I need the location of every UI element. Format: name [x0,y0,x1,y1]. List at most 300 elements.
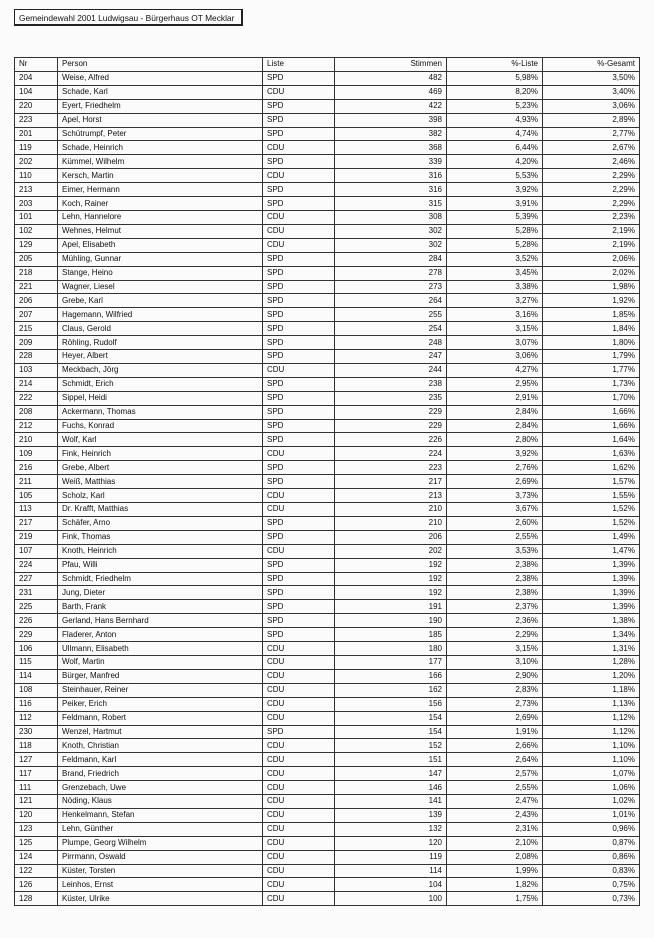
cell-stimmen: 185 [335,628,447,642]
cell-prozent-gesamt: 1,92% [543,294,640,308]
table-row [15,405,640,419]
cell-stimmen: 244 [335,363,447,377]
cell-liste: CDU [263,85,335,99]
table-row [15,475,640,489]
cell-prozent-liste: 2,76% [447,461,543,475]
cell-nr: 110 [15,169,58,183]
cell-stimmen: 469 [335,85,447,99]
cell-nr: 111 [15,781,58,795]
table-row [15,99,640,113]
cell-prozent-gesamt: 1,39% [543,600,640,614]
cell-prozent-liste: 5,28% [447,238,543,252]
cell-person: Hagemann, Wilfried [58,308,263,322]
cell-nr: 114 [15,669,58,683]
table-row [15,767,640,781]
cell-prozent-liste: 3,15% [447,642,543,656]
cell-prozent-gesamt: 1,28% [543,655,640,669]
cell-stimmen: 482 [335,71,447,85]
cell-prozent-gesamt: 1,64% [543,433,640,447]
cell-person: Fink, Heinrich [58,447,263,461]
cell-person: Feldmann, Robert [58,711,263,725]
cell-liste: SPD [263,252,335,266]
cell-prozent-gesamt: 3,40% [543,85,640,99]
cell-person: Pfau, Willi [58,558,263,572]
cell-person: Claus, Gerold [58,322,263,336]
cell-nr: 201 [15,127,58,141]
cell-person: Lehn, Günther [58,822,263,836]
cell-stimmen: 302 [335,238,447,252]
cell-liste: CDU [263,363,335,377]
cell-person: Wolf, Martin [58,655,263,669]
cell-liste: SPD [263,71,335,85]
table-row [15,628,640,642]
table-row [15,308,640,322]
cell-stimmen: 202 [335,544,447,558]
column-header-prozent-liste: %-Liste [447,58,543,72]
cell-prozent-gesamt: 1,06% [543,781,640,795]
cell-stimmen: 302 [335,224,447,238]
table-row [15,572,640,586]
table-row [15,71,640,85]
cell-nr: 214 [15,377,58,391]
cell-person: Plumpe, Georg Wilhelm [58,836,263,850]
cell-nr: 213 [15,183,58,197]
cell-prozent-liste: 2,31% [447,822,543,836]
cell-nr: 128 [15,892,58,906]
cell-nr: 124 [15,850,58,864]
cell-person: Röhling, Rudolf [58,336,263,350]
cell-liste: CDU [263,753,335,767]
cell-prozent-gesamt: 0,83% [543,864,640,878]
cell-stimmen: 368 [335,141,447,155]
cell-liste: CDU [263,808,335,822]
cell-nr: 220 [15,99,58,113]
table-row [15,252,640,266]
cell-nr: 121 [15,795,58,809]
table-row [15,447,640,461]
cell-nr: 103 [15,363,58,377]
table-row [15,503,640,517]
cell-stimmen: 132 [335,822,447,836]
cell-stimmen: 210 [335,503,447,517]
cell-nr: 126 [15,878,58,892]
cell-prozent-gesamt: 1,52% [543,503,640,517]
cell-prozent-liste: 3,91% [447,197,543,211]
table-row [15,795,640,809]
table-row [15,266,640,280]
cell-prozent-liste: 2,80% [447,433,543,447]
column-header-liste: Liste [263,58,335,72]
cell-prozent-liste: 3,92% [447,447,543,461]
cell-stimmen: 114 [335,864,447,878]
cell-nr: 212 [15,419,58,433]
cell-stimmen: 398 [335,113,447,127]
cell-nr: 109 [15,447,58,461]
cell-liste: SPD [263,197,335,211]
cell-prozent-liste: 2,95% [447,377,543,391]
cell-stimmen: 238 [335,377,447,391]
table-row [15,864,640,878]
cell-prozent-gesamt: 1,31% [543,642,640,656]
table-row [15,642,640,656]
cell-person: Henkelmann, Stefan [58,808,263,822]
cell-nr: 129 [15,238,58,252]
cell-prozent-gesamt: 1,38% [543,614,640,628]
cell-prozent-liste: 5,23% [447,99,543,113]
cell-person: Wagner, Liesel [58,280,263,294]
cell-person: Küster, Ulrike [58,892,263,906]
cell-nr: 221 [15,280,58,294]
cell-prozent-gesamt: 1,63% [543,447,640,461]
cell-prozent-gesamt: 1,49% [543,530,640,544]
cell-nr: 104 [15,85,58,99]
cell-prozent-liste: 2,08% [447,850,543,864]
table-row [15,822,640,836]
cell-liste: SPD [263,405,335,419]
cell-person: Knoth, Christian [58,739,263,753]
cell-person: Apel, Horst [58,113,263,127]
cell-prozent-gesamt: 1,98% [543,280,640,294]
cell-stimmen: 273 [335,280,447,294]
table-row [15,753,640,767]
cell-person: Grebe, Albert [58,461,263,475]
cell-stimmen: 206 [335,530,447,544]
cell-person: Fink, Thomas [58,530,263,544]
cell-prozent-liste: 2,91% [447,391,543,405]
cell-prozent-gesamt: 0,96% [543,822,640,836]
column-header-nr: Nr [15,58,58,72]
cell-prozent-liste: 6,44% [447,141,543,155]
cell-prozent-liste: 2,83% [447,683,543,697]
table-row [15,614,640,628]
cell-stimmen: 278 [335,266,447,280]
cell-liste: CDU [263,781,335,795]
table-row [15,892,640,906]
cell-nr: 107 [15,544,58,558]
cell-liste: CDU [263,238,335,252]
cell-liste: SPD [263,266,335,280]
cell-prozent-gesamt: 1,02% [543,795,640,809]
cell-prozent-gesamt: 2,29% [543,197,640,211]
cell-liste: CDU [263,169,335,183]
cell-prozent-liste: 2,38% [447,558,543,572]
cell-person: Schäfer, Arno [58,516,263,530]
cell-liste: CDU [263,141,335,155]
table-row [15,322,640,336]
cell-person: Weiß, Matthias [58,475,263,489]
cell-prozent-gesamt: 1,62% [543,461,640,475]
cell-liste: SPD [263,183,335,197]
table-row [15,127,640,141]
cell-stimmen: 100 [335,892,447,906]
table-row [15,836,640,850]
cell-person: Bürger, Manfred [58,669,263,683]
cell-prozent-gesamt: 0,87% [543,836,640,850]
cell-prozent-liste: 3,27% [447,294,543,308]
cell-liste: CDU [263,878,335,892]
cell-nr: 116 [15,697,58,711]
cell-prozent-liste: 4,93% [447,113,543,127]
cell-nr: 105 [15,489,58,503]
table-row [15,600,640,614]
cell-nr: 231 [15,586,58,600]
cell-person: Scholz, Karl [58,489,263,503]
cell-prozent-gesamt: 1,79% [543,350,640,364]
cell-prozent-liste: 2,55% [447,781,543,795]
cell-prozent-liste: 2,57% [447,767,543,781]
table-header-row [15,58,640,72]
cell-liste: CDU [263,669,335,683]
cell-stimmen: 152 [335,739,447,753]
cell-nr: 127 [15,753,58,767]
cell-prozent-gesamt: 1,20% [543,669,640,683]
cell-nr: 203 [15,197,58,211]
cell-liste: CDU [263,489,335,503]
cell-liste: SPD [263,127,335,141]
cell-nr: 122 [15,864,58,878]
cell-person: Brand, Friedrich [58,767,263,781]
cell-prozent-liste: 2,64% [447,753,543,767]
cell-prozent-gesamt: 1,66% [543,419,640,433]
table-row [15,697,640,711]
cell-stimmen: 120 [335,836,447,850]
cell-person: Steinhauer, Reiner [58,683,263,697]
cell-liste: SPD [263,113,335,127]
cell-liste: CDU [263,892,335,906]
cell-liste: SPD [263,322,335,336]
cell-prozent-gesamt: 2,19% [543,238,640,252]
cell-prozent-liste: 2,29% [447,628,543,642]
cell-prozent-gesamt: 2,29% [543,183,640,197]
cell-nr: 117 [15,767,58,781]
cell-person: Jung, Dieter [58,586,263,600]
cell-prozent-liste: 1,75% [447,892,543,906]
cell-prozent-liste: 3,67% [447,503,543,517]
cell-stimmen: 177 [335,655,447,669]
cell-nr: 215 [15,322,58,336]
cell-liste: SPD [263,461,335,475]
cell-person: Peiker, Erich [58,697,263,711]
cell-stimmen: 248 [335,336,447,350]
cell-nr: 210 [15,433,58,447]
table-row [15,391,640,405]
table-row [15,878,640,892]
table-row [15,224,640,238]
cell-nr: 113 [15,503,58,517]
cell-prozent-gesamt: 3,06% [543,99,640,113]
cell-person: Grebe, Karl [58,294,263,308]
cell-liste: CDU [263,642,335,656]
cell-person: Koch, Rainer [58,197,263,211]
cell-prozent-gesamt: 2,67% [543,141,640,155]
cell-prozent-gesamt: 1,39% [543,558,640,572]
cell-nr: 102 [15,224,58,238]
cell-person: Grenzebach, Uwe [58,781,263,795]
table-row [15,363,640,377]
document-title: Gemeindewahl 2001 Ludwigsau - Bürgerhaus OT Mecklar [14,9,243,26]
cell-prozent-gesamt: 0,75% [543,878,640,892]
cell-person: Apel, Elisabeth [58,238,263,252]
cell-stimmen: 226 [335,433,447,447]
cell-person: Meckbach, Jörg [58,363,263,377]
cell-nr: 206 [15,294,58,308]
cell-person: Wolf, Karl [58,433,263,447]
cell-prozent-liste: 3,07% [447,336,543,350]
cell-stimmen: 422 [335,99,447,113]
cell-prozent-gesamt: 2,29% [543,169,640,183]
cell-nr: 106 [15,642,58,656]
cell-liste: SPD [263,586,335,600]
cell-prozent-liste: 2,69% [447,711,543,725]
cell-prozent-liste: 2,73% [447,697,543,711]
cell-person: Knoth, Heinrich [58,544,263,558]
cell-stimmen: 315 [335,197,447,211]
cell-prozent-gesamt: 1,13% [543,697,640,711]
cell-nr: 218 [15,266,58,280]
cell-prozent-liste: 2,90% [447,669,543,683]
cell-person: Ullmann, Elisabeth [58,642,263,656]
cell-stimmen: 151 [335,753,447,767]
cell-prozent-liste: 3,53% [447,544,543,558]
cell-nr: 101 [15,210,58,224]
cell-liste: CDU [263,836,335,850]
cell-prozent-gesamt: 1,07% [543,767,640,781]
cell-liste: SPD [263,99,335,113]
cell-prozent-liste: 2,38% [447,572,543,586]
table-row [15,238,640,252]
cell-nr: 225 [15,600,58,614]
table-row [15,85,640,99]
cell-prozent-liste: 5,98% [447,71,543,85]
table-row [15,516,640,530]
cell-nr: 211 [15,475,58,489]
cell-prozent-gesamt: 2,02% [543,266,640,280]
cell-prozent-liste: 5,53% [447,169,543,183]
cell-prozent-gesamt: 1,39% [543,586,640,600]
cell-stimmen: 192 [335,558,447,572]
cell-person: Feldmann, Karl [58,753,263,767]
cell-liste: SPD [263,350,335,364]
cell-nr: 202 [15,155,58,169]
cell-stimmen: 154 [335,711,447,725]
cell-liste: CDU [263,822,335,836]
table-row [15,419,640,433]
cell-stimmen: 154 [335,725,447,739]
cell-stimmen: 104 [335,878,447,892]
cell-person: Lehn, Hannelore [58,210,263,224]
cell-person: Eyert, Friedhelm [58,99,263,113]
cell-liste: SPD [263,530,335,544]
table-row [15,377,640,391]
cell-stimmen: 147 [335,767,447,781]
column-header-prozent-gesamt: %-Gesamt [543,58,640,72]
cell-prozent-gesamt: 2,46% [543,155,640,169]
cell-prozent-liste: 2,36% [447,614,543,628]
cell-liste: SPD [263,280,335,294]
cell-stimmen: 229 [335,405,447,419]
table-row [15,489,640,503]
cell-stimmen: 180 [335,642,447,656]
cell-prozent-gesamt: 1,77% [543,363,640,377]
table-row [15,586,640,600]
cell-stimmen: 162 [335,683,447,697]
cell-prozent-gesamt: 1,18% [543,683,640,697]
column-header-person: Person [58,58,263,72]
cell-person: Schade, Karl [58,85,263,99]
cell-prozent-liste: 2,84% [447,419,543,433]
cell-stimmen: 235 [335,391,447,405]
cell-liste: SPD [263,308,335,322]
table-row [15,808,640,822]
cell-prozent-liste: 3,45% [447,266,543,280]
table-row [15,350,640,364]
cell-person: Schmidt, Erich [58,377,263,391]
cell-person: Fladerer, Anton [58,628,263,642]
cell-liste: CDU [263,210,335,224]
cell-prozent-liste: 3,06% [447,350,543,364]
cell-liste: CDU [263,544,335,558]
cell-prozent-gesamt: 2,23% [543,210,640,224]
cell-prozent-liste: 3,15% [447,322,543,336]
cell-prozent-liste: 2,55% [447,530,543,544]
cell-liste: SPD [263,419,335,433]
cell-prozent-gesamt: 2,77% [543,127,640,141]
cell-liste: CDU [263,697,335,711]
cell-person: Schade, Heinrich [58,141,263,155]
cell-liste: CDU [263,711,335,725]
cell-prozent-liste: 3,52% [447,252,543,266]
cell-prozent-liste: 2,84% [447,405,543,419]
table-row [15,850,640,864]
cell-stimmen: 255 [335,308,447,322]
cell-nr: 209 [15,336,58,350]
cell-prozent-liste: 3,10% [447,655,543,669]
table-row [15,294,640,308]
cell-prozent-liste: 5,28% [447,224,543,238]
cell-person: Sippel, Heidi [58,391,263,405]
cell-nr: 228 [15,350,58,364]
cell-person: Wenzel, Hartmut [58,725,263,739]
cell-nr: 119 [15,141,58,155]
table-row [15,169,640,183]
cell-stimmen: 224 [335,447,447,461]
cell-person: Fuchs, Konrad [58,419,263,433]
cell-prozent-gesamt: 1,85% [543,308,640,322]
cell-stimmen: 382 [335,127,447,141]
cell-nr: 229 [15,628,58,642]
cell-prozent-gesamt: 1,12% [543,725,640,739]
cell-stimmen: 316 [335,169,447,183]
cell-stimmen: 254 [335,322,447,336]
cell-prozent-gesamt: 2,89% [543,113,640,127]
cell-stimmen: 146 [335,781,447,795]
cell-liste: SPD [263,600,335,614]
cell-stimmen: 210 [335,516,447,530]
cell-nr: 108 [15,683,58,697]
cell-nr: 205 [15,252,58,266]
cell-person: Kersch, Martin [58,169,263,183]
cell-prozent-gesamt: 1,80% [543,336,640,350]
cell-liste: SPD [263,433,335,447]
table-row [15,197,640,211]
table-row [15,183,640,197]
cell-prozent-liste: 8,20% [447,85,543,99]
cell-person: Leinhos, Ernst [58,878,263,892]
table-row [15,141,640,155]
cell-stimmen: 264 [335,294,447,308]
cell-person: Barth, Frank [58,600,263,614]
cell-prozent-gesamt: 1,70% [543,391,640,405]
